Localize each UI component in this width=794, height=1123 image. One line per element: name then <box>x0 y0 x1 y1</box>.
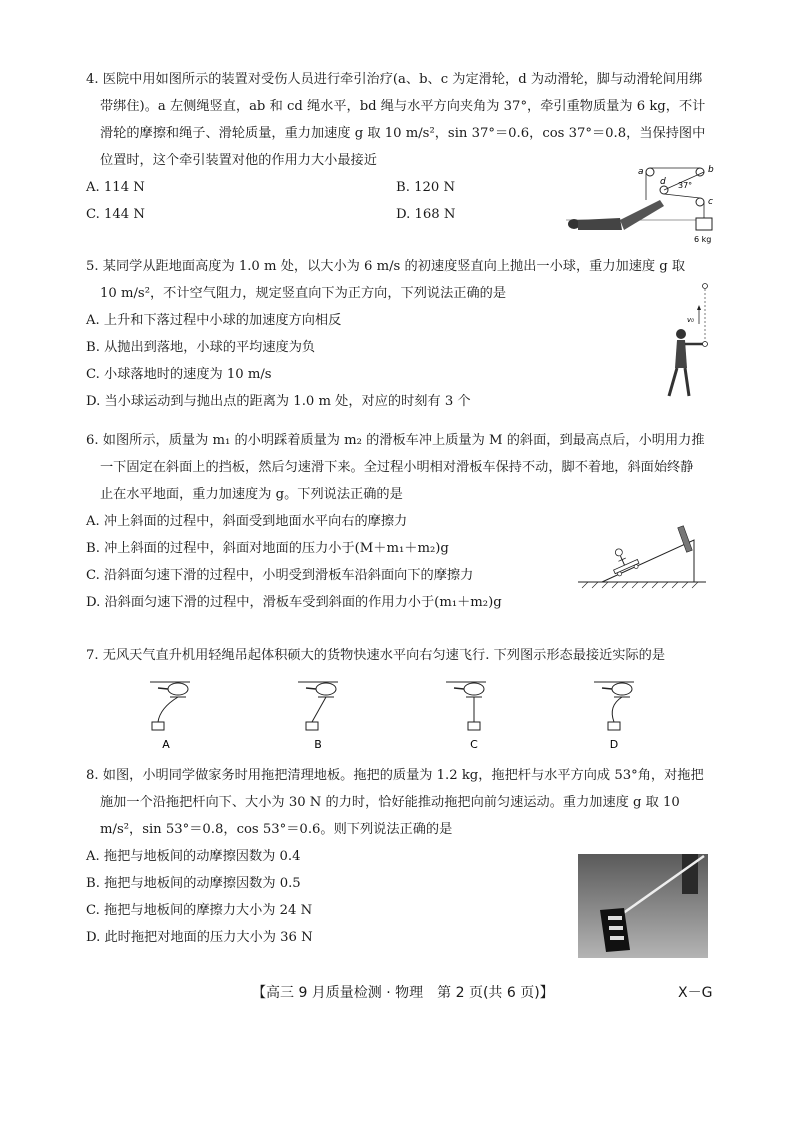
question-5-option-b: B. 从抛出到落地，小球的平均速度为负 <box>86 340 316 355</box>
question-6-option-c: C. 沿斜面匀速下滑的过程中，小明受到滑板车沿斜面向下的摩擦力 <box>86 568 474 583</box>
question-5 <box>86 253 706 415</box>
question-7 <box>86 642 706 669</box>
person-body <box>578 218 622 230</box>
mop-stripe-1 <box>608 916 622 920</box>
ground-hatch <box>582 582 698 588</box>
label-v0: v₀ <box>687 316 694 324</box>
helicopter-option-c <box>446 682 486 751</box>
tail-icon <box>158 688 168 689</box>
mop-stripe-3 <box>610 936 624 940</box>
question-4-option-d: D. 168 N <box>396 207 456 222</box>
pulley-a-icon <box>646 168 654 176</box>
question-6-stem: 6. 如图所示，质量为 m₁ 的小明踩着质量为 m₂ 的滑板车冲上质量为 M 的斜面，到最高点后，小明用力推一下固定在斜面上的挡板，然后匀速滑下来。全过程小明相对滑板车保持不动，脚不着地，斜面始终静止在水平地面，重力加速度为 g。下列说法正确的是 <box>86 433 705 502</box>
cargo-box <box>468 722 480 730</box>
person-leg-left <box>669 368 677 396</box>
helicopter-option-a <box>150 682 190 751</box>
helicopter-option-d <box>594 682 634 751</box>
helicopter-options-figure <box>150 676 670 752</box>
chair-leg <box>682 854 698 894</box>
incline-figure <box>578 518 708 593</box>
question-5-stem: 5. 某同学从距地面高度为 1.0 m 处，以大小为 6 m/s 的初速度竖直向上抛出一小球，重力加速度 g 取 10 m/s²，不计空气阻力，规定竖直向下为正方向，下列说法正确的是 <box>86 259 686 301</box>
label-mass: 6 kg <box>694 235 712 244</box>
person-leg <box>620 200 664 230</box>
question-4-option-c: C. 144 N <box>86 207 145 222</box>
question-6-option-a: A. 冲上斜面的过程中，斜面受到地面水平向右的摩擦力 <box>86 514 408 529</box>
traction-device-figure <box>560 160 730 250</box>
weight-block <box>696 218 712 230</box>
option-label-d: D <box>609 738 619 751</box>
label-b: b <box>708 165 714 175</box>
tail-icon <box>602 688 612 689</box>
mop-photo <box>578 854 708 958</box>
option-label-b: B <box>314 738 322 751</box>
helicopter-body-icon <box>316 683 336 695</box>
question-6-option-b: B. 冲上斜面的过程中，斜面对地面的压力小于(M＋m₁＋m₂)g <box>86 541 449 556</box>
ball-hand-icon <box>703 342 708 347</box>
rope-slanted <box>312 697 326 722</box>
question-5-option-d: D. 当小球运动到与抛出点的距离为 1.0 m 处，对应的时刻有 3 个 <box>86 394 471 409</box>
person-head <box>676 329 686 339</box>
footer-code: X－G <box>678 985 713 1001</box>
throw-ball-figure <box>655 280 725 400</box>
question-4-option-a: A. 114 N <box>86 180 145 195</box>
incline-wedge <box>602 540 694 582</box>
helicopter-body-icon <box>168 683 188 695</box>
label-a: a <box>638 167 644 177</box>
question-8-option-d: D. 此时拖把对地面的压力大小为 36 N <box>86 930 313 945</box>
velocity-arrowhead-icon <box>697 305 701 310</box>
question-5-option-c: C. 小球落地时的速度为 10 m/s <box>86 367 272 382</box>
label-angle: 37° <box>678 181 693 190</box>
question-4-option-b: B. 120 N <box>396 180 455 195</box>
rope-cd <box>664 194 700 198</box>
question-8-stem: 8. 如图，小明同学做家务时用拖把清理地板。拖把的质量为 1.2 kg，拖把杆与水平方向成 53°角，对拖把施加一个沿拖把杆向下、大小为 30 N 的力时，恰好能推动拖把向前匀速运动。重力加速度 g 取 10 m/s²，sin 53°＝0.8，cos 53°＝0.6。则下列说法正确的是 <box>86 768 704 837</box>
option-label-c: C <box>470 738 478 751</box>
label-d: d <box>660 177 666 187</box>
helicopter-option-b <box>298 682 338 751</box>
rider-body <box>620 556 624 565</box>
cargo-box <box>608 722 620 730</box>
footer-page-info: 【高三 9 月质量检测 · 物理 第 2 页(共 6 页)】 <box>252 985 554 1001</box>
label-c: c <box>708 197 713 207</box>
rope-curved <box>158 697 178 722</box>
ball-top-icon <box>703 284 708 289</box>
question-8-option-b: B. 拖把与地板间的动摩擦因数为 0.5 <box>86 876 301 891</box>
tail-icon <box>454 688 464 689</box>
tail-icon <box>306 688 316 689</box>
question-7-stem: 7. 无风天气直升机用轻绳吊起体积硕大的货物快速水平向右匀速飞行. 下列图示形态最接近实际的是 <box>86 648 666 663</box>
cargo-box <box>306 722 318 730</box>
rope-curved <box>612 697 622 722</box>
pulley-c-icon <box>696 198 704 206</box>
question-8-option-c: C. 拖把与地板间的摩擦力大小为 24 N <box>86 903 313 918</box>
helicopter-body-icon <box>464 683 484 695</box>
question-4-stem: 4. 医院中用如图所示的装置对受伤人员进行牵引治疗(a、b、c 为定滑轮，d 为动滑轮，脚与动滑轮间用绑带绑住)。a 左侧绳竖直，ab 和 cd 绳水平，bd 绳与水平方向夹角为 37°，牵引重物质量为 6 kg，不计滑轮的摩擦和绳子、滑轮质量，重力加速度 g 取 10 m/s²，sin 37°＝0.6，cos 37°＝0.8，当保持图中位置时，这个牵引装置对他的作用力大小最接近 <box>86 72 706 168</box>
option-label-a: A <box>162 738 170 751</box>
person-leg-right <box>685 368 689 396</box>
helicopter-body-icon <box>612 683 632 695</box>
question-8-option-a: A. 拖把与地板间的动摩擦因数为 0.4 <box>86 849 301 864</box>
question-6-option-d: D. 沿斜面匀速下滑的过程中，滑板车受到斜面的作用力小于(m₁＋m₂)g <box>86 595 502 610</box>
mop-stripe-2 <box>609 926 623 930</box>
cargo-box <box>152 722 164 730</box>
question-5-option-a: A. 上升和下落过程中小球的加速度方向相反 <box>86 313 342 328</box>
rider-head <box>614 548 623 557</box>
